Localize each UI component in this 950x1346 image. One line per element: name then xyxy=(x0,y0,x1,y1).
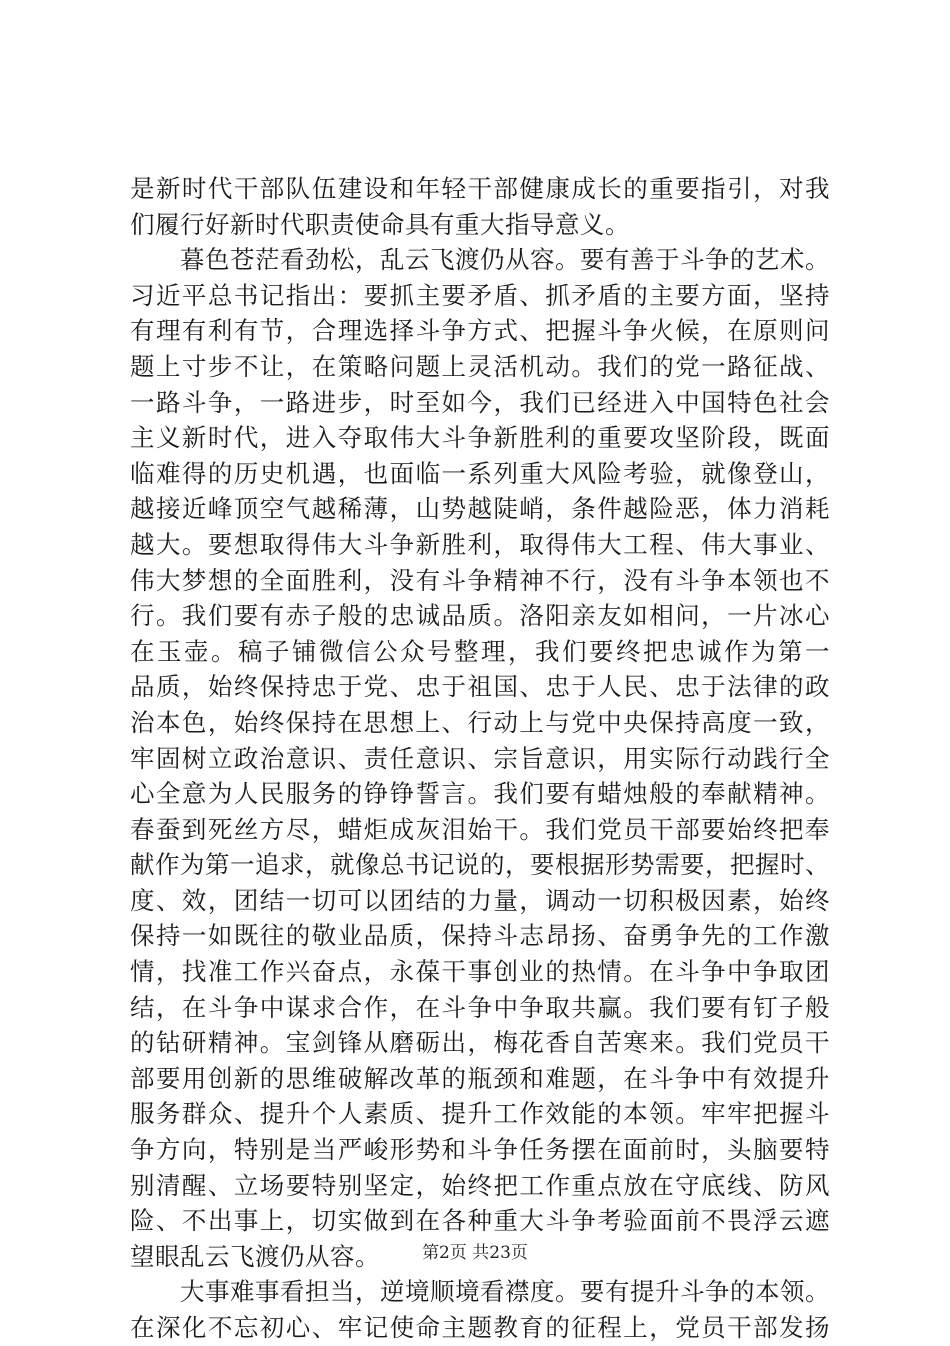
text-line: 部要用创新的思维破解改革的瓶颈和难题，在斗争中有效提升 xyxy=(130,1063,830,1093)
text-line: 度、效，团结一切可以团结的力量，调动一切积极因素，始终 xyxy=(130,885,830,915)
text-line: 品质，始终保持忠于党、忠于祖国、忠于人民、忠于法律的政 xyxy=(130,672,830,702)
page-number-footer: 第2页 共23页 xyxy=(422,1243,528,1263)
text-line: 有理有利有节，合理选择斗争方式、把握斗争火候，在原则问 xyxy=(130,316,830,346)
text-line: 治本色，始终保持在思想上、行动上与党中央保持高度一致， xyxy=(130,707,830,737)
text-line: 伟大梦想的全面胜利，没有斗争精神不行，没有斗争本领也不 xyxy=(130,565,830,595)
text-line: 主义新时代，进入夺取伟大斗争新胜利的重要攻坚阶段，既面 xyxy=(130,423,830,453)
text-line: 在深化不忘初心、牢记使命主题教育的征程上，党员干部发扬 xyxy=(130,1313,830,1342)
text-line: 保持一如既往的敬业品质，保持斗志昂扬、奋勇争先的工作激 xyxy=(130,921,830,951)
text-line: 争方向，特别是当严峻形势和斗争任务摆在面前时，头脑要特 xyxy=(130,1135,830,1165)
text-line: 结，在斗争中谋求合作，在斗争中争取共赢。我们要有钉子般 xyxy=(130,992,830,1022)
text-line: 献作为第一追求，就像总书记说的，要根据形势需要，把握时、 xyxy=(130,850,830,880)
text-line: 心全意为人民服务的铮铮誓言。我们要有蜡烛般的奉献精神。 xyxy=(130,779,830,809)
text-line: 越大。要想取得伟大斗争新胜利，取得伟大工程、伟大事业、 xyxy=(130,529,830,559)
text-line: 情，找准工作兴奋点，永葆干事创业的热情。在斗争中争取团 xyxy=(130,957,830,987)
document-body xyxy=(130,171,830,1346)
paragraph xyxy=(130,171,830,242)
text-line: 服务群众、提升个人素质、提升工作效能的本领。牢牢把握斗 xyxy=(130,1099,830,1129)
text-line: 险、不出事上，切实做到在各种重大斗争考验面前不畏浮云遮 xyxy=(130,1206,830,1236)
text-line: 别清醒、立场要特别坚定，始终把工作重点放在守底线、防风 xyxy=(130,1170,830,1200)
text-line: 在玉壶。稿子铺微信公众号整理，我们要终把忠诚作为第一 xyxy=(130,636,830,666)
text-line: 是新时代干部队伍建设和年轻干部健康成长的重要指引，对我 xyxy=(130,174,830,203)
text-line: 暮色苍茫看劲松，乱云飞渡仍从容。要有善于斗争的艺术。 xyxy=(180,245,830,275)
text-line: 牢固树立政治意识、责任意识、宗旨意识，用实际行动践行全 xyxy=(130,743,830,773)
paragraph xyxy=(130,1274,830,1345)
text-line: 题上寸步不让，在策略问题上灵活机动。我们的党一路征战、 xyxy=(130,351,830,381)
paragraph xyxy=(130,242,830,1274)
text-line: 习近平总书记指出：要抓主要矛盾、抓矛盾的主要方面，坚持 xyxy=(130,280,830,310)
text-line: 望眼乱云飞渡仍从容。 xyxy=(130,1241,380,1271)
text-line: 春蚕到死丝方尽，蜡炬成灰泪始干。我们党员干部要始终把奉 xyxy=(130,814,830,844)
text-line: 行。我们要有赤子般的忠诚品质。洛阳亲友如相问，一片冰心 xyxy=(130,601,830,631)
text-line: 越接近峰顶空气越稀薄，山势越陡峭，条件越险恶，体力消耗 xyxy=(130,494,830,524)
text-line: 一路斗争，一路进步，时至如今，我们已经进入中国特色社会 xyxy=(130,387,830,417)
text-line: 们履行好新时代职责使命具有重大指导意义。 xyxy=(130,209,630,239)
text-line: 临难得的历史机遇，也面临一系列重大风险考验，就像登山， xyxy=(130,458,830,488)
text-line: 的钻研精神。宝剑锋从磨砺出，梅花香自苦寒来。我们党员干 xyxy=(130,1028,830,1058)
text-line: 大事难事看担当，逆境顺境看襟度。要有提升斗争的本领。 xyxy=(180,1277,830,1307)
